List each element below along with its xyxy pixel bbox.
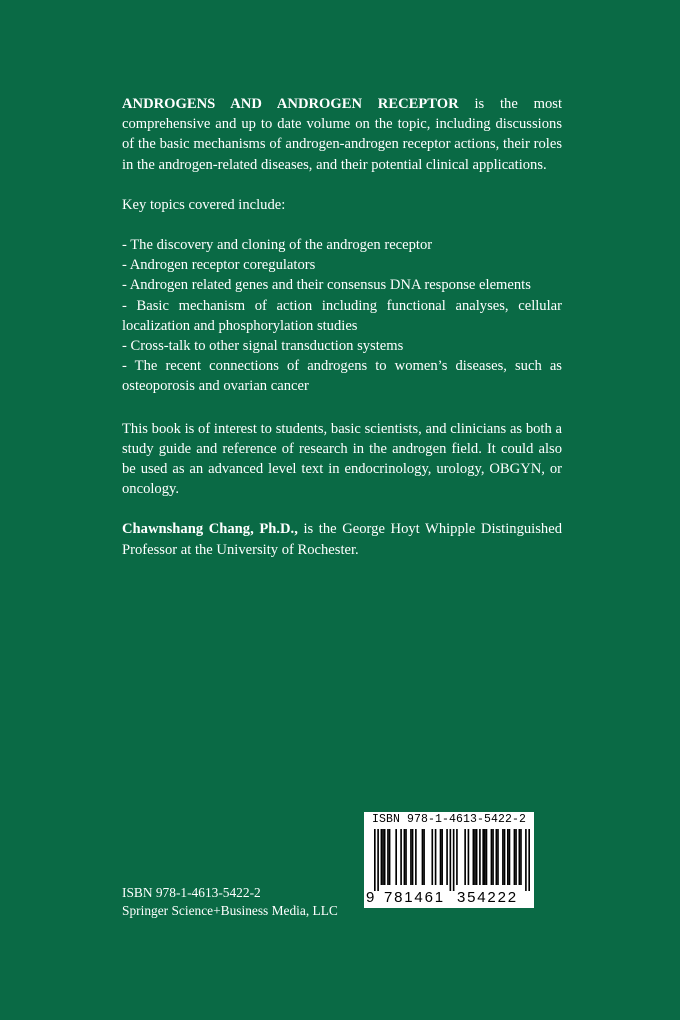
barcode-bar: [507, 829, 509, 885]
barcode-bar: [491, 829, 493, 885]
book-title: ANDROGENS AND ANDROGEN RECEPTOR: [122, 96, 459, 112]
barcode-isbn-label: ISBN 978-1-4613-5422-2: [371, 813, 527, 826]
barcode-digits: [364, 888, 534, 908]
barcode-bar: [519, 829, 521, 885]
barcode-bar: [423, 829, 425, 885]
audience-paragraph: This book is of interest to students, basic scientists, and clinicians as both a study guide and reference of research in the androgen field. It could also be used as an advanced level text in endocrinology, urology, OBGYN, or oncology.: [122, 420, 562, 498]
list-item: - The discovery and cloning of the androgen receptor: [122, 237, 433, 254]
barcode-bar: [405, 829, 407, 885]
barcode-bar: [509, 829, 511, 885]
imprint: [122, 884, 338, 920]
list-item: - Androgen receptor coregulators: [122, 257, 316, 274]
barcode-bar: [435, 829, 437, 885]
barcode-bar: [400, 829, 402, 885]
barcode-bar: [446, 829, 448, 885]
barcode-bar: [486, 829, 488, 885]
description-paragraph: [122, 94, 562, 175]
barcode-bar: [389, 829, 391, 885]
barcode-bar: [395, 829, 397, 885]
barcode-bar: [377, 829, 379, 891]
barcode-bar: [473, 829, 475, 885]
barcode-bar: [474, 829, 476, 885]
author-name: Chawnshang Chang, Ph.D.,: [122, 521, 298, 538]
barcode-bar: [482, 829, 484, 885]
isbn-barcode: [364, 812, 534, 908]
barcode-bar: [479, 829, 481, 885]
barcode-bar: [525, 829, 527, 891]
barcode-bar: [504, 829, 506, 885]
barcode-bar: [515, 829, 517, 885]
barcode-bar: [468, 829, 470, 885]
imprint-isbn: ISBN 978-1-4613-5422-2: [122, 885, 261, 900]
publisher-name: Springer Science+Business Media, LLC: [122, 903, 338, 918]
barcode-bar: [484, 829, 486, 885]
list-item: - Androgen related genes and their consensus DNA response elements: [122, 277, 531, 294]
barcode-bar: [492, 829, 494, 885]
list-item: - Cross-talk to other signal transduction systems: [122, 338, 404, 355]
barcode-bar: [404, 829, 406, 885]
barcode-bar: [382, 829, 384, 885]
list-item: - The recent connections of androgens to women’s diseases, such as osteoporosis and ovarian cancer: [122, 358, 562, 395]
barcode-bar: [384, 829, 386, 885]
barcode-digit-first: 9: [366, 889, 375, 906]
barcode-bar: [453, 829, 455, 891]
barcode-bar: [450, 829, 452, 891]
barcode-digits-right: 354222: [457, 889, 518, 906]
barcode-bar: [412, 829, 414, 885]
barcode-bar: [422, 829, 424, 885]
description-text: is the most comprehensive and up to date volume on the topic, including discussions of the basic mechanisms of androgen-androgen receptor actions, their roles in the androgen-related diseases, and their potential clinical applications.: [122, 96, 563, 173]
barcode-bar: [456, 829, 458, 885]
barcode-bar: [496, 829, 498, 885]
barcode-bar: [497, 829, 499, 885]
barcode-bar: [415, 829, 417, 885]
barcode-bar: [440, 829, 442, 885]
barcode-bar: [464, 829, 466, 885]
barcode-bar: [374, 829, 376, 891]
barcode-bar: [387, 829, 389, 885]
barcode-bar: [431, 829, 433, 885]
barcode-bar: [410, 829, 412, 885]
barcode-bar: [514, 829, 516, 885]
barcode-bar: [502, 829, 504, 885]
barcode-bar: [528, 829, 530, 891]
author-bio: is the George Hoyt Whipple Distinguished Professor at the University of Rochester.: [122, 521, 562, 558]
back-cover-text: [122, 94, 562, 560]
barcode-bars: [374, 829, 530, 891]
key-topics-list: [122, 235, 562, 397]
barcode-bar: [476, 829, 478, 885]
author-paragraph: [122, 519, 562, 559]
barcode-digits-left: 781461: [384, 889, 445, 906]
key-topics-heading: Key topics covered include:: [122, 196, 286, 213]
barcode-bar: [441, 829, 443, 885]
barcode-bar: [520, 829, 522, 885]
barcode-bar: [381, 829, 383, 885]
list-item: - Basic mechanism of action including functional analyses, cellular localization and phosphorylation studies: [122, 297, 562, 334]
